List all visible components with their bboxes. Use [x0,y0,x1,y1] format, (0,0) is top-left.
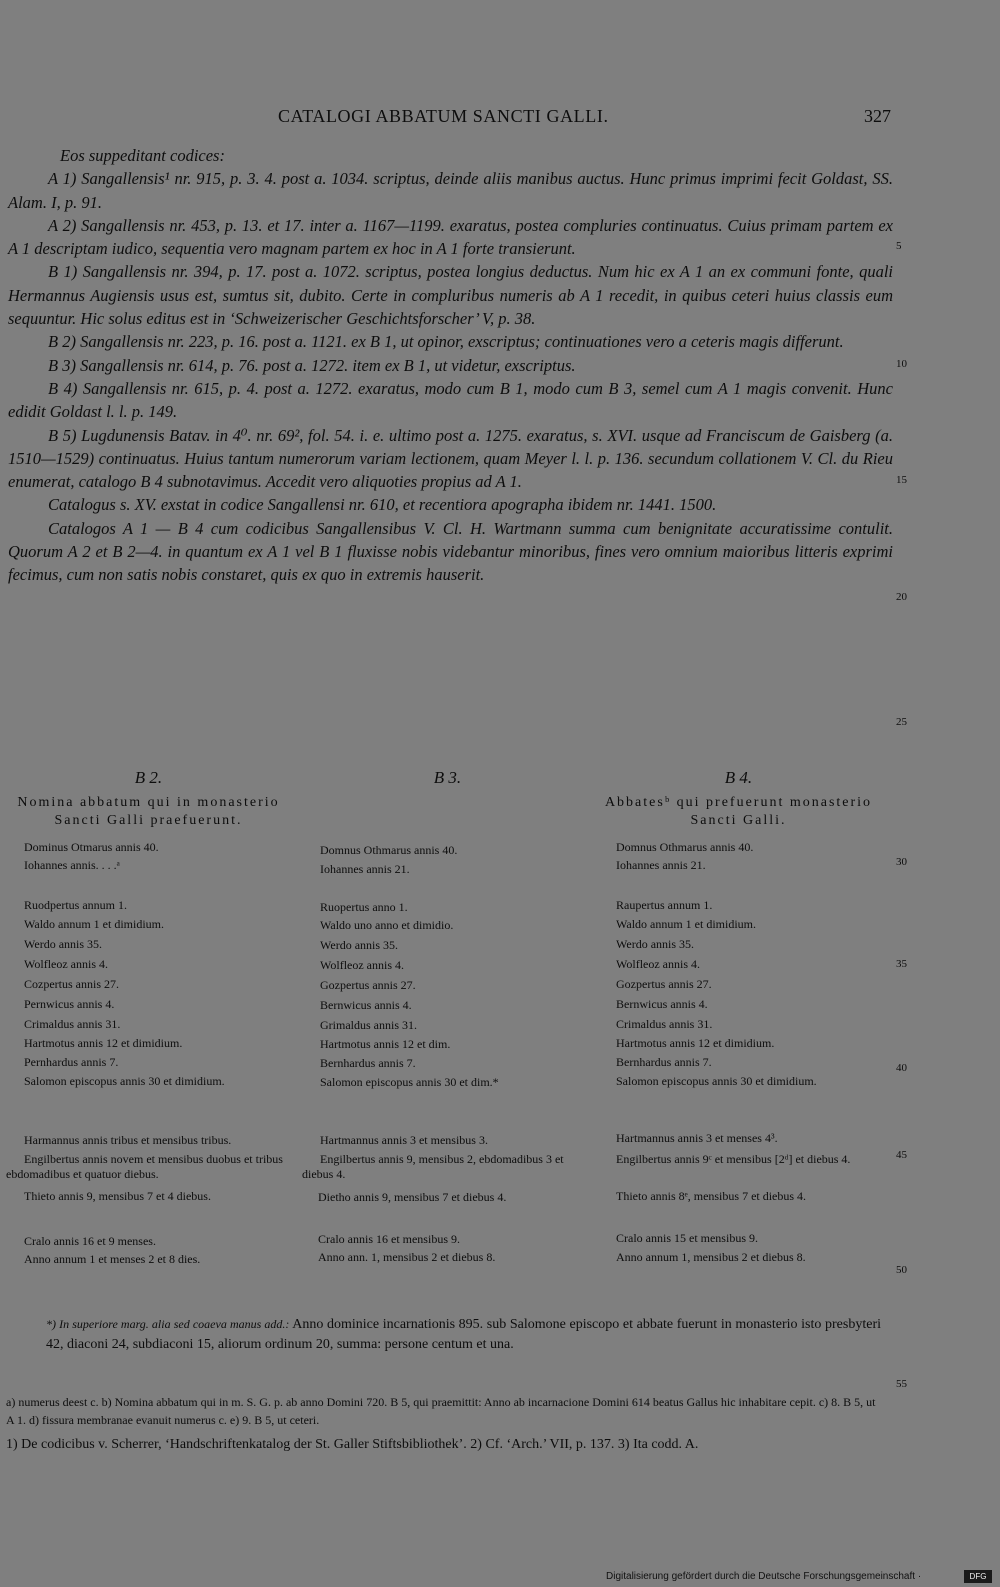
page-number: 327 [864,106,891,126]
abbot-entry: Anno ann. 1, mensibus 2 et diebus 8. [318,1250,496,1264]
abbot-entry: Gozpertus annis 27. [616,977,712,991]
abbot-entry: Wolfleoz annis 4. [616,957,701,971]
abbot-entry: Iohannes annis 21. [616,858,706,872]
abbot-entry: Domnus Othmarus annis 40. [320,843,458,857]
abbot-entry: Pernhardus annis 7. [24,1055,119,1069]
line-number: 45 [896,1149,907,1161]
column-subtitle: Nomina abbatum qui in monasterio Sancti Galli praefuerunt. [17,795,280,828]
abbot-entry: Hartmotus annis 12 et dimidium. [24,1036,183,1050]
critical-apparatus: a) numerus deest c. b) Nomina abbatum qui in m. S. G. p. ab anno Domini 720. B 5, qui praemittit: Anno ab incarnacione Domini 614 beatus Gallus hic inhabitare cepit. c) 8. B 5, ut A 1. d) fissura membranae evanuit numerus c. e) 9. B 5, ut ceteri. [6,1395,876,1427]
abbot-entry: Cralo annis 16 et mensibus 9. [318,1232,460,1246]
abbot-entry: Ruodpertus annum 1. [24,898,127,912]
dfg-logo: DFG [964,1570,992,1583]
intro-paragraph: B 2) Sangallensis nr. 223, p. 16. post a. 1121. ex B 1, ut opinor, exscriptus; continuationes vero a ceteris magis differunt. [48,332,844,352]
line-number: 5 [896,240,902,252]
intro-paragraph: A 2) Sangallensis nr. 453, p. 13. et 17. inter a. 1167—1199. exaratus, postea compluries continuatus. Cuius primam partem ex A 1 descriptam iudico, sequentia vero magnam partem ex hoc in A 1 forte transierunt. [8,215,893,259]
abbot-entry: Crimaldus annis 31. [24,1017,121,1031]
line-number: 10 [896,358,907,370]
line-number: 25 [896,716,907,728]
abbot-entry: Cozpertus annis 27. [24,977,119,991]
abbot-entry: Bernhardus annis 7. [616,1055,712,1069]
abbot-entry: Engilbertus annis 9ᶜ et mensibus [2ᵈ] et diebus 4. [616,1152,851,1166]
footnote-label: *) In superiore marg. alia sed coaeva manus add.: [46,1317,290,1331]
abbot-entry: Thieto annis 9, mensibus 7 et 4 diebus. [24,1189,211,1203]
abbot-entry: Bernwicus annis 4. [320,998,412,1012]
abbot-entry: Werdo annis 35. [24,937,103,951]
abbot-entry: Crimaldus annis 31. [616,1017,713,1031]
page-header [0,106,1000,136]
abbot-entry: Dominus Otmarus annis 40. [24,840,159,854]
column-heading: B 2. [134,768,163,787]
abbot-entry: Bernwicus annis 4. [616,997,708,1011]
abbot-entry: Salomon episcopus annis 30 et dimidium. [24,1074,225,1088]
abbot-entry: Gozpertus annis 27. [320,978,416,992]
intro-paragraph: Eos suppeditant codices: [60,146,225,165]
line-number: 50 [896,1264,907,1276]
marginal-addition-footnote [46,1314,881,1355]
abbot-entry: Hartmannus annis 3 et mensibus 3. [320,1133,488,1147]
abbot-entry: Dietho annis 9, mensibus 7 et diebus 4. [318,1190,507,1204]
intro-paragraph: B 1) Sangallensis nr. 394, p. 17. post a. 1072. scriptus, postea longius deductus. Num hic ex A 1 an ex communi fonte, quali Hermannus Augiensis usus est, sumtus sit, dubito. Certe in compluribus numeris ab A 1 recedit, in quibus ceteri huius classis eum sequuntur. Hic solus editus est in ‘Schweizerischer Geschichtsforscher’ V, p. 38. [8,262,893,329]
abbot-entry: Pernwicus annis 4. [24,997,115,1011]
abbot-entry: Werdo annis 35. [320,938,399,952]
abbot-entry: Engilbertus annis 9, mensibus 2, ebdomadibus 3 et diebus 4. [302,1152,564,1181]
abbot-entry: Thieto annis 8ᵉ, mensibus 7 et diebus 4. [616,1189,807,1203]
intro-paragraph: B 3) Sangallensis nr. 614, p. 76. post a. 1272. item ex B 1, ut videtur, exscriptus. [48,355,576,375]
intro-paragraph: B 4) Sangallensis nr. 615, p. 4. post a. 1272. exaratus, modo cum B 1, modo cum B 3, semel cum A 1 magis convenit. Hunc edidit Goldast l. l. p. 149. [8,378,893,422]
column-subtitle [305,794,590,832]
line-number: 20 [896,591,907,603]
footnote-text: Anno dominice incarnationis 895. sub Salomone episcopo et abbate fuerunt in monasterio isto presbyteri 42, diaconi 24, subdiaconi 15, aliorum ordinum 20, summa: persone centum et una. [46,1317,881,1352]
abbot-entry: Grimaldus annis 31. [320,1018,417,1032]
line-number: 40 [896,1062,907,1074]
introduction-text [8,144,893,587]
column-subtitle: Abbatesᵇ qui prefuerunt monasterio Sancti Galli. [604,795,873,828]
abbot-entry: Waldo uno anno et dimidio. [320,918,454,932]
abbot-entry: Waldo annum 1 et dimidium. [616,917,757,931]
numbered-footnotes: 1) De codicibus v. Scherrer, ‘Handschriftenkatalog der St. Galler Stiftsbibliothek’. 2) Cf. ‘Arch.’ VII, p. 137. 3) Ita codd. A. [6,1437,699,1452]
abbot-entry: Ruopertus anno 1. [320,900,408,914]
column-heading: B 3. [433,768,462,787]
abbot-entry: Engilbertus annis novem et mensibus duobus et tribus ebdomadibus et quatuor diebus. [6,1152,283,1181]
catalogue-column-b3 [305,768,590,832]
abbot-entry: Anno annum 1, mensibus 2 et diebus 8. [616,1250,806,1264]
line-number: 35 [896,958,907,970]
abbot-entry: Anno annum 1 et menses 2 et 8 dies. [24,1252,201,1266]
catalogue-column-b4 [596,768,881,832]
catalogue-column-b2 [6,768,291,832]
line-number: 55 [896,1378,907,1390]
abbot-entry: Hartmotus annis 12 et dimidium. [616,1036,775,1050]
abbot-entry: Cralo annis 16 et 9 menses. [24,1234,156,1248]
abbot-entry: Waldo annum 1 et dimidium. [24,917,165,931]
intro-paragraph: Catalogus s. XV. exstat in codice Sangallensi nr. 610, et recentiora apographa ibidem nr. 1441. 1500. [48,495,717,515]
abbot-entry: Hartmannus annis 3 et menses 4³. [616,1131,778,1145]
abbot-entry: Salomon episcopus annis 30 et dim.* [320,1075,499,1089]
abbot-entry: Wolfleoz annis 4. [24,957,109,971]
abbot-entry: Raupertus annum 1. [616,898,713,912]
line-number: 30 [896,856,907,868]
abbot-entry: Harmannus annis tribus et mensibus tribus. [24,1133,232,1147]
abbot-entry: Hartmotus annis 12 et dim. [320,1037,451,1051]
abbot-entry: Iohannes annis 21. [320,862,410,876]
running-title: CATALOGI ABBATUM SANCTI GALLI. [278,106,609,126]
line-number: 15 [896,474,907,486]
abbot-entry: Wolfleoz annis 4. [320,958,405,972]
abbot-entry: Cralo annis 15 et mensibus 9. [616,1231,758,1245]
abbot-entry: Domnus Othmarus annis 40. [616,840,754,854]
intro-paragraph: Catalogos A 1 — B 4 cum codicibus Sangallensibus V. Cl. H. Wartmann summa cum benignitate accuratissime contulit. Quorum A 2 et B 2—4. in quantum ex A 1 vel B 1 fluxisse nobis videbantur minoribus, fines vero omnium maioribus litteris exprimi fecimus, cum non satis nobis constaret, quis ex quo in extremis hauserit. [8,518,893,585]
abbot-entry: Bernhardus annis 7. [320,1056,416,1070]
intro-paragraph: B 5) Lugdunensis Batav. in 4⁰. nr. 69², fol. 54. i. e. ultimo post a. 1275. exaratus, s. XVI. usque ad Franciscum de Gaisberg (a. 1510—1529) continuatus. Huius tantum numerorum variam lectionem, quam Meyer l. l. p. 136. secundum collationem V. Cl. du Rieu enumerat, catalogo B 4 subnotavimus. Accedit vero aliquoties propius ad A 1. [8,425,893,492]
abbot-entry: Werdo annis 35. [616,937,695,951]
abbot-entry: Iohannes annis. . . .ᵃ [24,858,120,872]
intro-paragraph: A 1) Sangallensis¹ nr. 915, p. 3. 4. post a. 1034. scriptus, deinde aliis manibus auctus. Hunc primus imprimi fecit Goldast, SS. Alam. I, p. 91. [8,169,893,212]
column-heading: B 4. [724,768,753,787]
digitization-notice: Digitalisierung gefördert durch die Deutsche Forschungsgemeinschaft · [606,1571,922,1582]
abbot-entry: Salomon episcopus annis 30 et dimidium. [616,1074,817,1088]
